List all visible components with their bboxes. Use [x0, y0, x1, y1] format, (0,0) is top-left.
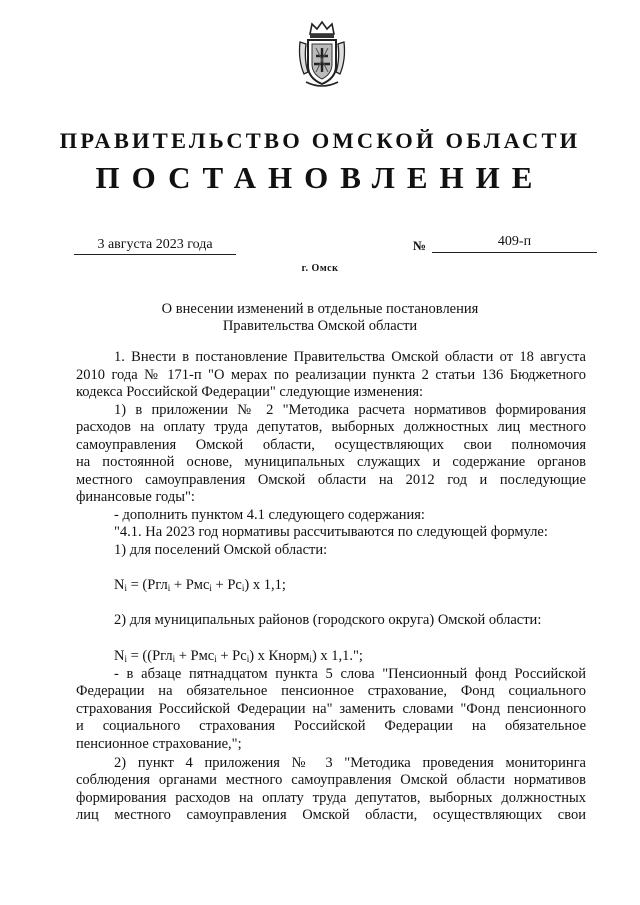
body-line: самоуправления Омской области, осуществляющих свои полномочия: [76, 437, 586, 453]
body-line: "4.1. На 2023 год нормативы рассчитываются по следующей формуле:: [114, 524, 548, 540]
body-line: и социального страхования Российской Федерации на обязательное: [76, 718, 586, 734]
body-line: кодекса Российской Федерации" следующие изменения:: [76, 384, 424, 400]
document-number: 409-п: [432, 234, 597, 253]
body-line: 1) для поселений Омской области:: [114, 542, 328, 558]
formula-settlements: $N_i = (Ргл_i + Рмс_i + Рс_i)$ х 1,1;: [114, 577, 286, 593]
body-line: 2010 года № 171-п "О мерах по реализации пункта 2 статьи 136 Бюджетного: [76, 367, 586, 383]
number-sign: №: [413, 238, 427, 253]
body-line: соблюдения органами местного самоуправления Омской области нормативов: [76, 772, 586, 788]
body-line: лиц местного самоуправления Омской области, осуществляющих свои: [76, 807, 586, 823]
body-line: 2) пункт 4 приложения № 3 "Методика проведения мониторинга: [114, 755, 586, 771]
body-line: Федерации на обязательное пенсионное страхование, Фонд социального: [76, 683, 586, 699]
body-line: финансовые годы":: [76, 489, 195, 505]
title-line: Правительства Омской области: [222, 318, 418, 334]
document-date: 3 августа 2023 года: [74, 237, 236, 255]
body-line: на постоянной основе, муниципальных служащих и содержание органов: [76, 454, 586, 470]
title-line: О внесении изменений в отдельные постановления: [161, 301, 479, 317]
city: г. Омск: [301, 263, 339, 274]
body-line: пенсионное страхование,";: [76, 736, 242, 752]
body-line: страхования Российской Федерации на" заменить словами "Фонд пенсионного: [76, 701, 586, 717]
body-line: - дополнить пунктом 4.1 следующего содержания:: [114, 507, 425, 523]
document-type: ПОСТАНОВЛЕНИЕ: [95, 160, 545, 195]
body-line: 1. Внести в постановление Правительства Омской области от 18 августа: [114, 349, 586, 365]
organization-name: ПРАВИТЕЛЬСТВО ОМСКОЙ ОБЛАСТИ: [59, 128, 581, 153]
body-line: формирования расходов на оплату труда депутатов, выборных должностных: [76, 790, 586, 806]
formula-districts: $N_i = ((Ргл_i + Рмс_i + Рс_i)$ х Кнорм$_i$) х 1,1.";: [114, 648, 363, 664]
body-line: - в абзаце пятнадцатом пункта 5 слова "Пенсионный фонд Российской: [114, 666, 586, 682]
document-title: [0, 301, 640, 335]
body-line: местного самоуправления Омской области на 2012 год и последующие: [76, 472, 586, 488]
body-line: расходов на оплату труда депутатов, выборных должностных лиц местного: [76, 419, 586, 435]
coat-of-arms-emblem: [296, 20, 348, 90]
body-line: 1) в приложении № 2 "Методика расчета нормативов формирования: [114, 402, 586, 418]
body-line: 2) для муниципальных районов (городского округа) Омской области:: [114, 612, 542, 628]
